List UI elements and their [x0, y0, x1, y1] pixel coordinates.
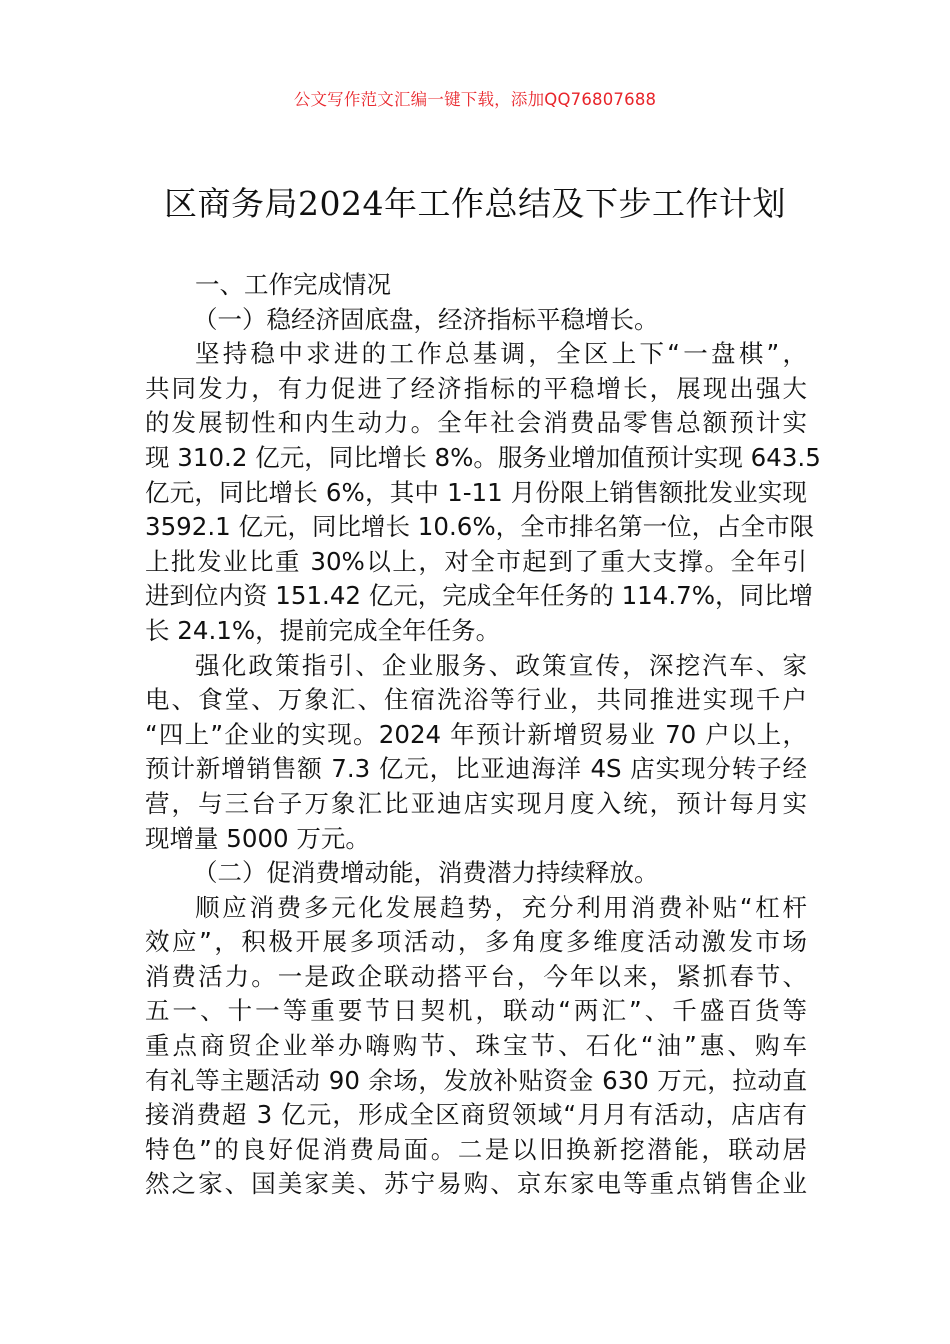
- paragraph-line: 重点商贸企业举办嗨购节、珠宝节、石化“油”惠、购车: [145, 1031, 807, 1061]
- paragraph-line: 的发展韧性和内生动力。全年社会消费品零售总额预计实: [145, 408, 807, 438]
- paragraph-line: 电、食堂、万象汇、住宿洗浴等行业，共同推进实现千户: [145, 685, 807, 715]
- paragraph-line: 坚持稳中求进的工作总基调，全区上下“一盘棋”，: [195, 339, 807, 369]
- paragraph-line: 顺应消费多元化发展趋势，充分利用消费补贴“杠杆: [195, 892, 807, 922]
- paragraph-line: 预计新增销售额 7.3 亿元，比亚迪海洋 4S 店实现分转子经: [145, 754, 807, 784]
- paragraph-line: 3592.1 亿元，同比增长 10.6%，全市排名第一位，占全市限: [145, 512, 815, 542]
- paragraph-line: 上批发业比重 30%以上，对全市起到了重大支撑。全年引: [145, 546, 807, 576]
- paragraph-line: 现 310.2 亿元，同比增长 8%。服务业增加值预计实现 643.5: [145, 442, 821, 472]
- document-body: [145, 268, 821, 1202]
- paragraph-line: 强化政策指引、企业服务、政策宣传，深挖汽车、家: [195, 650, 807, 680]
- paragraph-line: 长 24.1%，提前完成全年任务。: [145, 615, 501, 645]
- paragraph-line: 营，与三台子万象汇比亚迪店实现月度入统，预计每月实: [145, 788, 807, 818]
- document-title: 区商务局2024年工作总结及下步工作计划: [164, 184, 786, 223]
- paragraph-line: 接消费超 3 亿元，形成全区商贸领域“月月有活动，店店有: [145, 1100, 807, 1130]
- section-heading-1: 一、工作完成情况: [195, 270, 391, 299]
- paragraph-line: “四上”企业的实现。2024 年预计新增贸易业 70 户以上，: [145, 719, 807, 749]
- subsection-heading-2: （二）促消费增动能，消费潜力持续释放。: [193, 858, 659, 888]
- paragraph-line: 现增量 5000 万元。: [145, 823, 370, 853]
- paragraph-line: 进到位内资 151.42 亿元，完成全年任务的 114.7%，同比增: [145, 581, 814, 611]
- paragraph-line: 五一、十一等重要节日契机，联动“两汇”、千盛百货等: [145, 996, 807, 1026]
- paragraph-line: 共同发力，有力促进了经济指标的平稳增长，展现出强大: [145, 373, 807, 403]
- subsection-heading-1: （一）稳经济固底盘，经济指标平稳增长。: [193, 304, 659, 334]
- download-banner: 公文写作范文汇编一键下载，添加QQ76807688: [293, 90, 657, 109]
- paragraph-line: 然之家、国美家美、苏宁易购、京东家电等重点销售企业: [145, 1169, 807, 1199]
- paragraph-line: 效应”，积极开展多项活动，多角度多维度活动激发市场: [145, 927, 807, 957]
- paragraph-line: 消费活力。一是政企联动搭平台，今年以来，紧抓春节、: [145, 961, 807, 991]
- paragraph-line: 有礼等主题活动 90 余场，发放补贴资金 630 万元，拉动直: [145, 1065, 807, 1095]
- paragraph-line: 特色”的良好促消费局面。二是以旧换新挖潜能，联动居: [145, 1134, 807, 1164]
- paragraph-line: 亿元，同比增长 6%，其中 1-11 月份限上销售额批发业实现: [145, 477, 807, 507]
